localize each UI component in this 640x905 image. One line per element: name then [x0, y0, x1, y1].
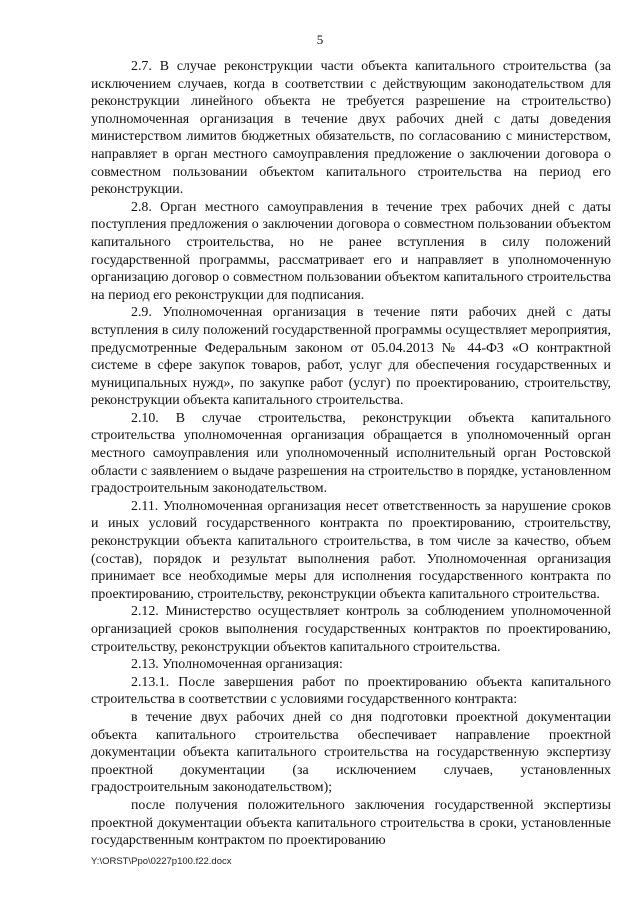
paragraph-2-9: 2.9. Уполномоченная организация в течение пяти рабочих дней с даты вступления в силу положений государственной программы осуществляет мероприятия, предусмотренные Федеральным законом от 05.04.2013 № 44-ФЗ «О контрактной системе в сфере закупок товаров, работ, услуг для обеспечения государственных и муниципальных нужд», по закупке работ (услуг) по проектированию, строительству, реконструкции объекта капитального строительства. [91, 305, 611, 409]
paragraph-2-8: 2.8. Орган местного самоуправления в течение трех рабочих дней с даты поступления предложения о заключении договора о совместном пользовании объектом капитального строительства, но не ранее вступления в силу положений государственной программы, рассматривает его и направляет в уполномоченную организацию договор о совместном пользовании объектом капитального строительства на период его реконструкции для подписания. [91, 199, 611, 303]
footer-file-path: Y:\ORST\Ppo\0227p100.f22.docx [91, 856, 232, 867]
paragraph-2-11: 2.11. Уполномоченная организация несет ответственность за нарушение сроков и иных условий государственного контракта по проектированию, строительству, реконструкции объекта капитального строительства, в том числе за качество, объем (состав), порядок и результат выполнения работ. Уполномоченная организация принимает все необходимые меры для исполнения государственного контракта по проектированию, строительству, реконструкции объекта капитального строительства. [91, 498, 611, 602]
document-body [91, 58, 611, 850]
paragraph-2-7: 2.7. В случае реконструкции части объекта капитального строительства (за исключением случаев, когда в соответствии с действующим законодательством для реконструкции линейного объекта не требуется разрешение на строительство) уполномоченная организация в течение двух рабочих дней с даты доведения министерством лимитов бюджетных обязательств, по согласованию с министерством, направляет в орган местного самоуправления предложение о заключении договора о совместном пользовании объектом капитального строительства на период его реконструкции. [91, 59, 611, 198]
paragraph-2-13-1: 2.13.1. После завершения работ по проектированию объекта капитального строительства в соответствии с условиями государственного контракта: [91, 674, 611, 708]
paragraph-2-12: 2.12. Министерство осуществляет контроль за соблюдением уполномоченной организацией сроков выполнения государственных контрактов по проектированию, строительству, реконструкции объектов капитального строительства. [91, 604, 611, 655]
paragraph-2-13-1-item-1: в течение двух рабочих дней со дня подготовки проектной документации объекта капитального строительства обеспечивает направление проектной документации объекта капитального строительства на государственную экспертизу проектной документации (за исключением случаев, установленных градостроительным законодательством); [91, 709, 611, 796]
page-number: 5 [316, 32, 324, 47]
paragraph-2-13-1-item-2: после получения положительного заключения государственной экспертизы проектной документации объекта капитального строительства в сроки, установленные государственным контрактом по проектированию [91, 797, 611, 849]
paragraph-2-13: 2.13. Уполномоченная организация: [131, 657, 343, 673]
paragraph-2-10: 2.10. В случае строительства, реконструкции объекта капитального строительства уполномоченная организация обращается в уполномоченный орган местного самоуправления или уполномоченный исполнительный орган Ростовской области с заявлением о выдаче разрешения на строительство в порядке, установленном градостроительным законодательством. [91, 410, 611, 497]
